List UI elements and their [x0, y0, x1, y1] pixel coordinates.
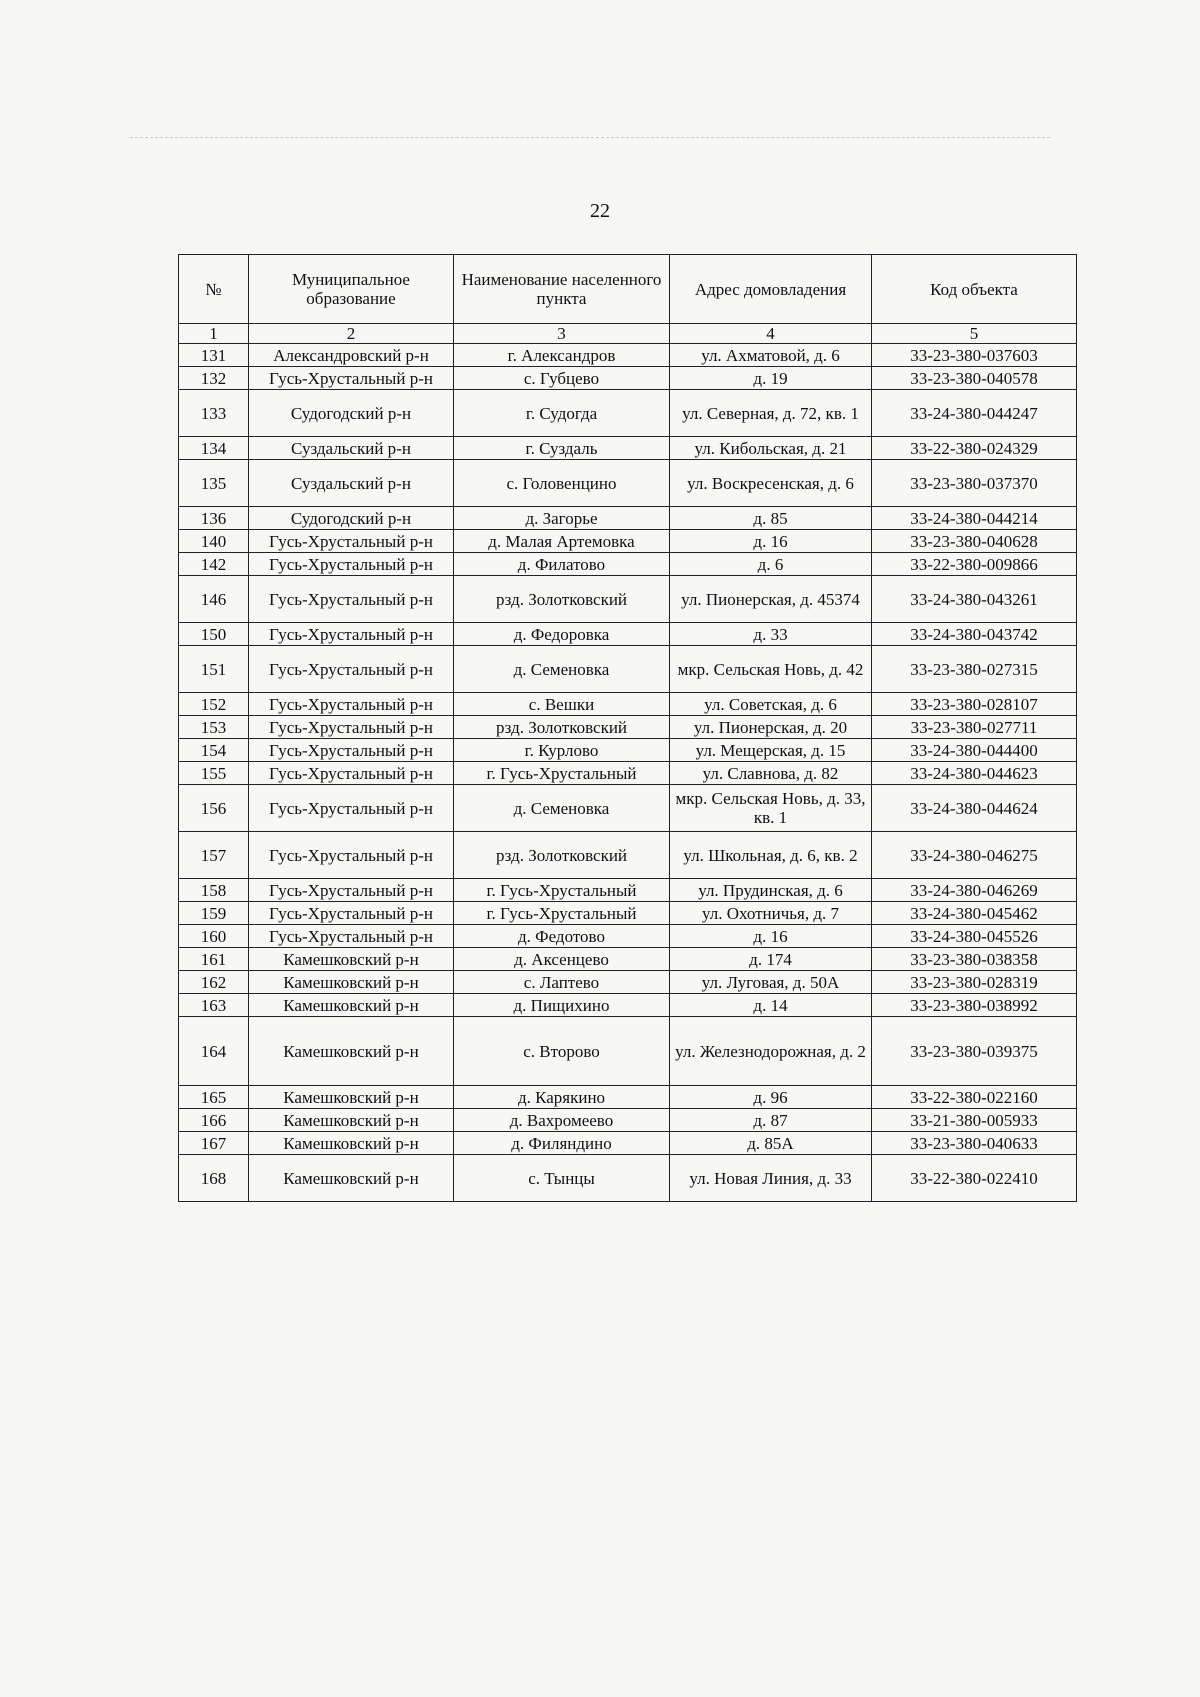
object-code-cell: 33-24-380-043742	[872, 623, 1077, 646]
table-row	[179, 739, 1077, 762]
table-row	[179, 553, 1077, 576]
address-cell: ул. Охотничья, д. 7	[670, 902, 872, 925]
object-code-cell: 33-21-380-005933	[872, 1109, 1077, 1132]
settlement-cell: с. Головенцино	[454, 460, 670, 507]
object-code-cell: 33-23-380-040633	[872, 1132, 1077, 1155]
object-code-cell: 33-24-380-045462	[872, 902, 1077, 925]
address-cell: д. 85	[670, 507, 872, 530]
row-number: 140	[179, 530, 249, 553]
address-cell: д. 16	[670, 530, 872, 553]
settlement-cell: г. Суздаль	[454, 437, 670, 460]
address-cell: ул. Луговая, д. 50А	[670, 971, 872, 994]
row-number: 164	[179, 1017, 249, 1086]
municipality-cell: Александровский р-н	[249, 344, 454, 367]
address-cell: д. 174	[670, 948, 872, 971]
municipality-cell: Гусь-Хрустальный р-н	[249, 832, 454, 879]
object-code-cell: 33-22-380-009866	[872, 553, 1077, 576]
header-number: №	[179, 255, 249, 324]
settlement-cell: д. Филатово	[454, 553, 670, 576]
settlement-cell: г. Гусь-Хрустальный	[454, 879, 670, 902]
table-body	[179, 344, 1077, 1202]
row-number: 167	[179, 1132, 249, 1155]
row-number: 160	[179, 925, 249, 948]
table-row	[179, 344, 1077, 367]
table-row	[179, 576, 1077, 623]
page-number: 22	[590, 200, 610, 222]
settlement-cell: с. Тынцы	[454, 1155, 670, 1202]
row-number: 156	[179, 785, 249, 832]
object-code-cell: 33-23-380-028319	[872, 971, 1077, 994]
row-number: 131	[179, 344, 249, 367]
municipality-cell: Гусь-Хрустальный р-н	[249, 623, 454, 646]
municipality-cell: Гусь-Хрустальный р-н	[249, 646, 454, 693]
municipality-cell: Гусь-Хрустальный р-н	[249, 739, 454, 762]
row-number: 150	[179, 623, 249, 646]
row-number: 153	[179, 716, 249, 739]
table-row	[179, 948, 1077, 971]
row-number: 163	[179, 994, 249, 1017]
row-number: 142	[179, 553, 249, 576]
object-code-cell: 33-23-380-038358	[872, 948, 1077, 971]
row-number: 135	[179, 460, 249, 507]
settlement-cell: с. Губцево	[454, 367, 670, 390]
object-code-cell: 33-23-380-027711	[872, 716, 1077, 739]
address-cell: ул. Прудинская, д. 6	[670, 879, 872, 902]
table-row	[179, 785, 1077, 832]
settlement-cell: д. Пищихино	[454, 994, 670, 1017]
settlement-cell: с. Вешки	[454, 693, 670, 716]
address-cell: ул. Северная, д. 72, кв. 1	[670, 390, 872, 437]
municipality-cell: Гусь-Хрустальный р-н	[249, 785, 454, 832]
object-code-cell: 33-22-380-022160	[872, 1086, 1077, 1109]
row-number: 133	[179, 390, 249, 437]
column-number: 5	[872, 324, 1077, 344]
address-cell: мкр. Сельская Новь, д. 33, кв. 1	[670, 785, 872, 832]
address-cell: ул. Славнова, д. 82	[670, 762, 872, 785]
table-row	[179, 762, 1077, 785]
address-cell: д. 16	[670, 925, 872, 948]
address-cell: мкр. Сельская Новь, д. 42	[670, 646, 872, 693]
address-cell: д. 87	[670, 1109, 872, 1132]
row-number: 155	[179, 762, 249, 785]
address-cell: д. 6	[670, 553, 872, 576]
row-number: 166	[179, 1109, 249, 1132]
table-row	[179, 1109, 1077, 1132]
municipality-cell: Гусь-Хрустальный р-н	[249, 716, 454, 739]
table-row	[179, 530, 1077, 553]
row-number: 154	[179, 739, 249, 762]
row-number: 168	[179, 1155, 249, 1202]
municipality-cell: Камешковский р-н	[249, 1132, 454, 1155]
settlement-cell: г. Гусь-Хрустальный	[454, 762, 670, 785]
address-cell: д. 14	[670, 994, 872, 1017]
table-row	[179, 994, 1077, 1017]
object-code-cell: 33-24-380-044214	[872, 507, 1077, 530]
header-settlement: Наименование населенного пункта	[454, 255, 670, 324]
address-cell: ул. Воскресенская, д. 6	[670, 460, 872, 507]
settlement-cell: д. Семеновка	[454, 785, 670, 832]
table-row	[179, 390, 1077, 437]
column-number-row	[179, 324, 1077, 344]
address-cell: д. 96	[670, 1086, 872, 1109]
table-row	[179, 832, 1077, 879]
object-code-cell: 33-23-380-027315	[872, 646, 1077, 693]
settlement-cell: г. Судогда	[454, 390, 670, 437]
address-cell: д. 33	[670, 623, 872, 646]
municipality-cell: Гусь-Хрустальный р-н	[249, 576, 454, 623]
settlement-cell: г. Курлово	[454, 739, 670, 762]
row-number: 132	[179, 367, 249, 390]
object-code-cell: 33-24-380-044247	[872, 390, 1077, 437]
object-code-cell: 33-23-380-040628	[872, 530, 1077, 553]
municipality-cell: Камешковский р-н	[249, 994, 454, 1017]
object-code-cell: 33-23-380-037603	[872, 344, 1077, 367]
column-number: 3	[454, 324, 670, 344]
settlement-cell: рзд. Золотковский	[454, 716, 670, 739]
row-number: 157	[179, 832, 249, 879]
object-code-cell: 33-24-380-044623	[872, 762, 1077, 785]
settlement-cell: д. Аксенцево	[454, 948, 670, 971]
address-cell: ул. Железнодорожная, д. 2	[670, 1017, 872, 1086]
object-code-cell: 33-24-380-046275	[872, 832, 1077, 879]
address-cell: ул. Советская, д. 6	[670, 693, 872, 716]
address-cell: ул. Мещерская, д. 15	[670, 739, 872, 762]
municipality-cell: Гусь-Хрустальный р-н	[249, 879, 454, 902]
object-code-cell: 33-24-380-044400	[872, 739, 1077, 762]
address-cell: ул. Ахматовой, д. 6	[670, 344, 872, 367]
registry-table	[178, 254, 1077, 1202]
municipality-cell: Гусь-Хрустальный р-н	[249, 553, 454, 576]
row-number: 158	[179, 879, 249, 902]
column-number: 4	[670, 324, 872, 344]
table-row	[179, 1017, 1077, 1086]
row-number: 161	[179, 948, 249, 971]
table-row	[179, 1155, 1077, 1202]
municipality-cell: Гусь-Хрустальный р-н	[249, 367, 454, 390]
row-number: 146	[179, 576, 249, 623]
municipality-cell: Гусь-Хрустальный р-н	[249, 693, 454, 716]
row-number: 152	[179, 693, 249, 716]
table-row	[179, 902, 1077, 925]
settlement-cell: г. Александров	[454, 344, 670, 367]
header-object-code: Код объекта	[872, 255, 1077, 324]
address-cell: ул. Кибольская, д. 21	[670, 437, 872, 460]
table-row	[179, 460, 1077, 507]
address-cell: ул. Пионерская, д. 20	[670, 716, 872, 739]
municipality-cell: Суздальский р-н	[249, 437, 454, 460]
row-number: 159	[179, 902, 249, 925]
row-number: 134	[179, 437, 249, 460]
municipality-cell: Камешковский р-н	[249, 1155, 454, 1202]
settlement-cell: д. Малая Артемовка	[454, 530, 670, 553]
settlement-cell: д. Филяндино	[454, 1132, 670, 1155]
municipality-cell: Камешковский р-н	[249, 971, 454, 994]
municipality-cell: Камешковский р-н	[249, 1109, 454, 1132]
object-code-cell: 33-24-380-045526	[872, 925, 1077, 948]
object-code-cell: 33-23-380-040578	[872, 367, 1077, 390]
address-cell: ул. Школьная, д. 6, кв. 2	[670, 832, 872, 879]
object-code-cell: 33-23-380-039375	[872, 1017, 1077, 1086]
row-number: 151	[179, 646, 249, 693]
settlement-cell: д. Вахромеево	[454, 1109, 670, 1132]
object-code-cell: 33-23-380-038992	[872, 994, 1077, 1017]
scan-artifact-line	[130, 137, 1050, 138]
municipality-cell: Гусь-Хрустальный р-н	[249, 925, 454, 948]
settlement-cell: с. Лаптево	[454, 971, 670, 994]
table-row	[179, 623, 1077, 646]
address-cell: ул. Пионерская, д. 45374	[670, 576, 872, 623]
table-row	[179, 507, 1077, 530]
municipality-cell: Камешковский р-н	[249, 1017, 454, 1086]
object-code-cell: 33-23-380-028107	[872, 693, 1077, 716]
table-row	[179, 1132, 1077, 1155]
settlement-cell: д. Семеновка	[454, 646, 670, 693]
object-code-cell: 33-24-380-046269	[872, 879, 1077, 902]
address-cell: д. 19	[670, 367, 872, 390]
object-code-cell: 33-22-380-024329	[872, 437, 1077, 460]
settlement-cell: рзд. Золотковский	[454, 832, 670, 879]
table-row	[179, 879, 1077, 902]
settlement-cell: д. Загорье	[454, 507, 670, 530]
settlement-cell: г. Гусь-Хрустальный	[454, 902, 670, 925]
table-row	[179, 437, 1077, 460]
column-number: 2	[249, 324, 454, 344]
table-row	[179, 693, 1077, 716]
settlement-cell: д. Федоровка	[454, 623, 670, 646]
table-row	[179, 925, 1077, 948]
settlement-cell: рзд. Золотковский	[454, 576, 670, 623]
row-number: 162	[179, 971, 249, 994]
table-row	[179, 1086, 1077, 1109]
row-number: 136	[179, 507, 249, 530]
municipality-cell: Гусь-Хрустальный р-н	[249, 762, 454, 785]
object-code-cell: 33-22-380-022410	[872, 1155, 1077, 1202]
table-row	[179, 971, 1077, 994]
municipality-cell: Судогодский р-н	[249, 507, 454, 530]
object-code-cell: 33-24-380-044624	[872, 785, 1077, 832]
municipality-cell: Судогодский р-н	[249, 390, 454, 437]
object-code-cell: 33-23-380-037370	[872, 460, 1077, 507]
municipality-cell: Камешковский р-н	[249, 948, 454, 971]
settlement-cell: д. Карякино	[454, 1086, 670, 1109]
municipality-cell: Гусь-Хрустальный р-н	[249, 902, 454, 925]
header-municipality: Муниципальное образование	[249, 255, 454, 324]
header-address: Адрес домовладения	[670, 255, 872, 324]
table-row	[179, 367, 1077, 390]
municipality-cell: Суздальский р-н	[249, 460, 454, 507]
address-cell: д. 85А	[670, 1132, 872, 1155]
settlement-cell: д. Федотово	[454, 925, 670, 948]
address-cell: ул. Новая Линия, д. 33	[670, 1155, 872, 1202]
table-row	[179, 646, 1077, 693]
municipality-cell: Камешковский р-н	[249, 1086, 454, 1109]
column-number: 1	[179, 324, 249, 344]
row-number: 165	[179, 1086, 249, 1109]
header-row	[179, 255, 1077, 324]
settlement-cell: с. Второво	[454, 1017, 670, 1086]
municipality-cell: Гусь-Хрустальный р-н	[249, 530, 454, 553]
object-code-cell: 33-24-380-043261	[872, 576, 1077, 623]
table-row	[179, 716, 1077, 739]
